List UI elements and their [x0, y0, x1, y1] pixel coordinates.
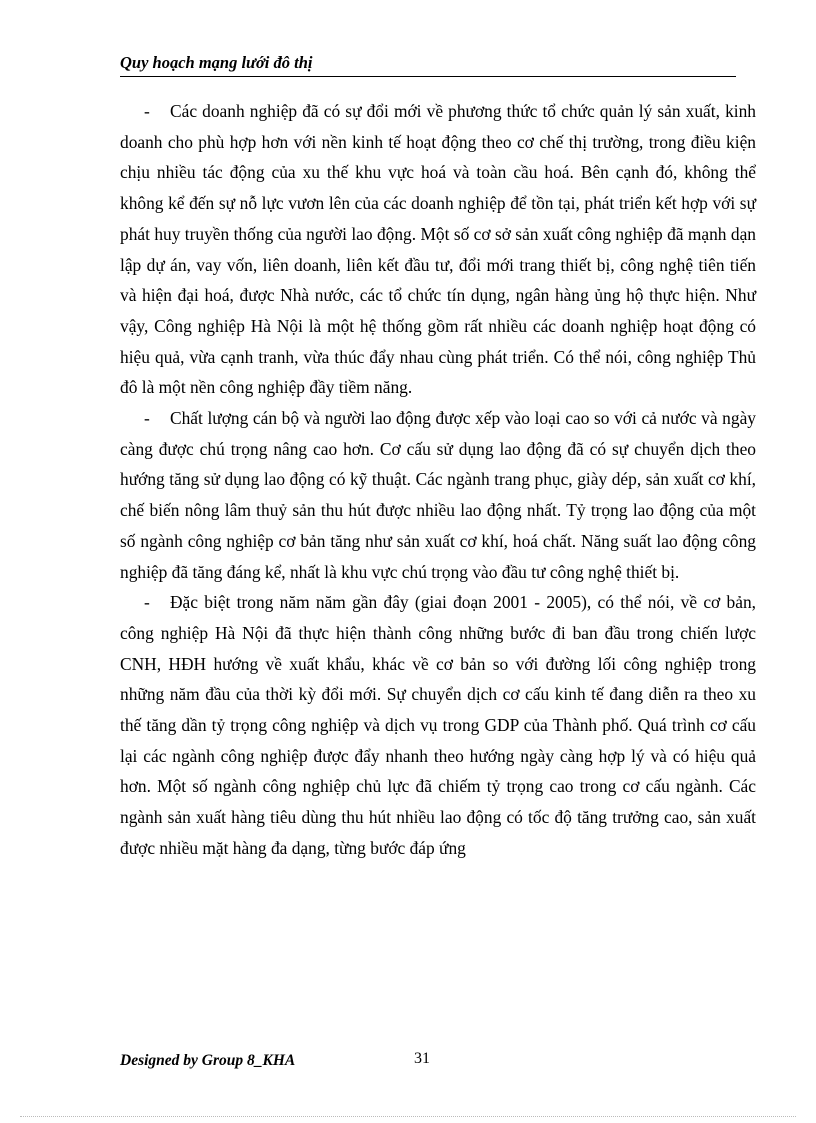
header-title: Quy hoạch mạng lưới đô thị: [120, 53, 313, 72]
paragraph: [120, 587, 756, 863]
page-header: [120, 52, 736, 77]
paragraph-text: Các doanh nghiệp đã có sự đổi mới về phương thức tổ chức quản lý sản xuất, kinh doanh cho phù hợp hơn với nền kinh tế hoạt động theo cơ chế thị trường, trong điều kiện chịu nhiều tác động của xu thế khu vực hoá và toàn cầu hoá. Bên cạnh đó, không thể không kể đến sự nỗ lực vươn lên của các doanh nghiệp để tồn tại, phát triển kết hợp với sự phát huy truyền thống của người lao động. Một số cơ sở sản xuất công nghiệp đã mạnh dạn lập dự án, vay vốn, liên doanh, liên kết đầu tư, đổi mới trang thiết bị, công nghệ tiên tiến và hiện đại hoá, được Nhà nước, các tổ chức tín dụng, ngân hàng ủng hộ thực hiện. Như vậy, Công nghiệp Hà Nội là một hệ thống gồm rất nhiều các doanh nghiệp hoạt động có hiệu quả, vừa cạnh tranh, vừa thúc đẩy nhau cùng phát triển. Có thể nói, công nghiệp Thủ đô là một nền công nghiệp đầy tiềm năng.: [120, 101, 756, 398]
paragraph: [120, 96, 756, 403]
body-text: [120, 96, 756, 864]
paragraph: [120, 403, 756, 587]
paragraph-text: Chất lượng cán bộ và người lao động được xếp vào loại cao so với cả nước và ngày càng được chú trọng nâng cao hơn. Cơ cấu sử dụng lao động đã có sự chuyển dịch theo hướng tăng sử dụng lao động có kỹ thuật. Các ngành trang phục, giày dép, sản xuất cơ khí, chế biến nông lâm thuỷ sản thu hút được nhiều lao động nhất. Tỷ trọng lao động của một số ngành công nghiệp cơ bản tăng như sản xuất cơ khí, hoá chất. Năng suất lao động công nghiệp đã tăng đáng kể, nhất là khu vực chú trọng vào đầu tư công nghệ thiết bị.: [120, 408, 756, 582]
paragraph-text: Đặc biệt trong năm năm gần đây (giai đoạn 2001 - 2005), có thể nói, về cơ bản, công nghiệp Hà Nội đã thực hiện thành công những bước đi ban đầu trong chiến lược CNH, HĐH hướng về xuất khẩu, khác về cơ bản so với đường lối công nghiệp trong những năm đầu của thời kỳ đổi mới. Sự chuyển dịch cơ cấu kinh tế đang diễn ra theo xu thế tăng dần tỷ trọng công nghiệp và dịch vụ trong GDP của Thành phố. Quá trình cơ cấu lại các ngành công nghiệp được đẩy nhanh theo hướng ngày càng hợp lý và có hiệu quả hơn. Một số ngành công nghiệp chủ lực đã chiếm tỷ trọng cao trong cơ cấu ngành. Các ngành sản xuất hàng tiêu dùng thu hút nhiều lao động có tốc độ tăng trưởng cao, sản xuất được nhiều mặt hàng đa dạng, từng bước đáp ứng: [120, 592, 756, 858]
bullet-dash: -: [144, 592, 150, 613]
page-break-divider: [20, 1116, 796, 1117]
bullet-dash: -: [144, 101, 150, 121]
bullet-dash: -: [144, 408, 150, 429]
page-number: 31: [414, 1050, 430, 1067]
footer-credit: Designed by Group 8_KHA: [120, 1052, 296, 1069]
